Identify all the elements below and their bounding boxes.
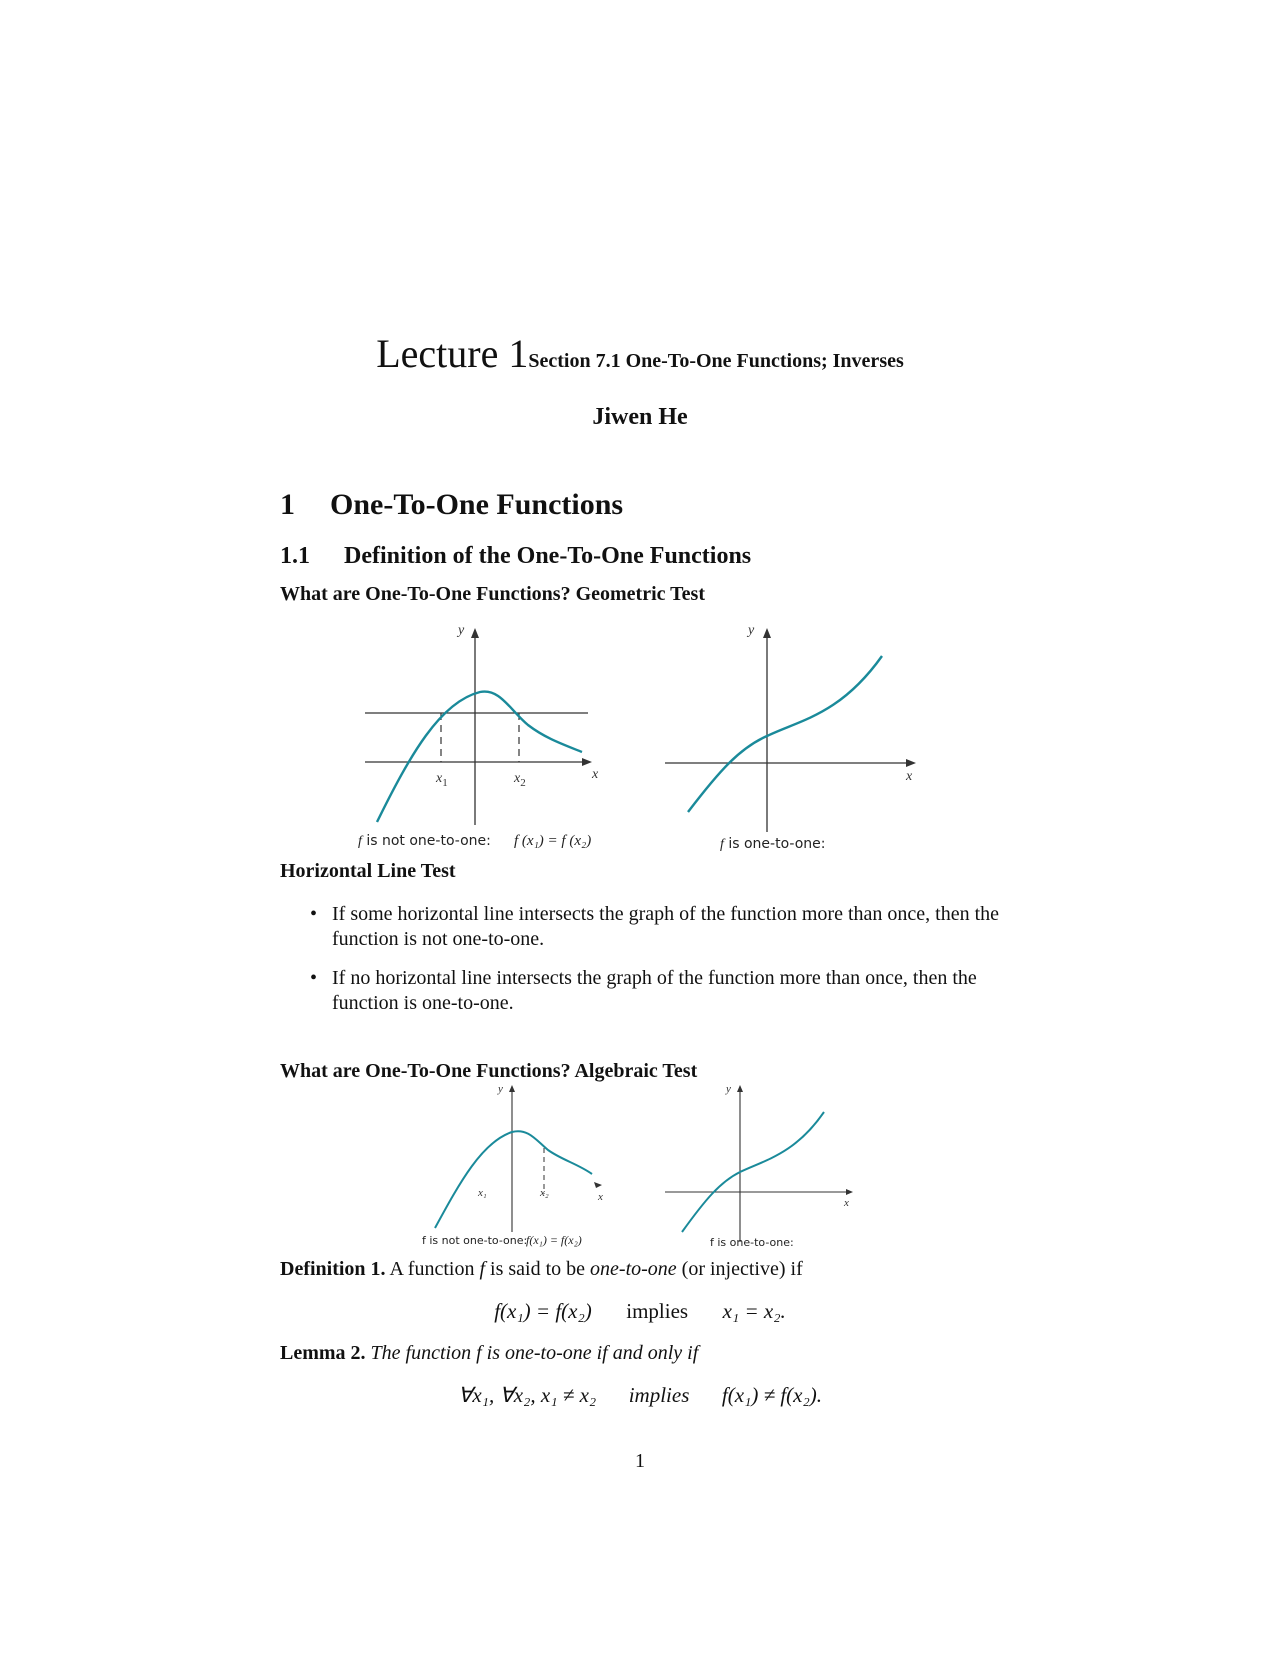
y-axis-label: y <box>498 1083 503 1095</box>
y-axis-label: y <box>748 623 755 638</box>
list-item: • If no horizontal line intersects the graph of the function more than once, then the function is one-to-one. <box>310 967 977 1014</box>
y-axis-label: y <box>458 623 465 638</box>
caption-not-one-to-one: f is not one-to-one: <box>358 833 491 849</box>
definition-label: Definition 1. <box>280 1258 386 1280</box>
title-sub: Section 7.1 One-To-One Functions; Inverses <box>528 350 904 372</box>
figure2-right-graph <box>665 1083 853 1242</box>
caption-one-to-one-small: f is one-to-one: <box>710 1236 794 1249</box>
curve-one-to-one <box>682 1112 824 1232</box>
curve-not-one-to-one <box>377 692 582 822</box>
x-axis-arrow <box>846 1189 853 1195</box>
figure1-right-graph <box>665 623 916 832</box>
caption-one-to-one: f is one-to-one: <box>720 836 826 852</box>
x-axis-label: x <box>844 1197 849 1209</box>
x-axis-arrow <box>582 758 592 766</box>
y-axis-label: y <box>726 1083 731 1095</box>
definition-1: Definition 1. A function f is said to be one-to-one (or injective) if <box>280 1258 803 1280</box>
tick-x2: x₂ <box>540 1187 549 1199</box>
tick-x2: $x_2$ <box>514 771 526 789</box>
heading-horizontal-line-test: Horizontal Line Test <box>280 860 456 882</box>
lemma-equation: ∀x₁, ∀x₂, x₁ ≠ x₂ implies f(x₁) ≠ f(x₂). <box>457 1383 823 1407</box>
y-axis-arrow <box>763 628 771 638</box>
title-main: Lecture 1 <box>376 331 529 376</box>
caption-not-one-to-one-small: f is not one-to-one: <box>422 1234 528 1247</box>
lemma-label: Lemma 2. <box>280 1342 366 1364</box>
subsection-number: 1.1 <box>280 543 310 569</box>
x-axis-arrow-stub <box>594 1182 602 1188</box>
caption-equation: f (x₁) = f (x₂) <box>514 833 592 849</box>
caption-equation-small: f(x₁) = f(x₂) <box>526 1233 582 1247</box>
curve-not-one-to-one <box>435 1131 592 1228</box>
definition-equation: f(x₁) = f(x₂) implies x₁ = x₂. <box>494 1299 786 1323</box>
figure1-left-graph <box>365 623 599 825</box>
figure2-left-graph <box>435 1083 603 1232</box>
tick-x1: $x_1$ <box>436 771 448 789</box>
heading-algebraic-test: What are One-To-One Functions? Algebraic Test <box>280 1060 698 1082</box>
subsection-title: Definition of the One-To-One Functions <box>344 543 752 569</box>
y-axis-arrow <box>737 1085 743 1092</box>
heading-geometric-test: What are One-To-One Functions? Geometric Test <box>280 583 705 605</box>
y-axis-arrow <box>509 1085 515 1092</box>
figure-geometric-test <box>340 620 960 860</box>
section-heading <box>280 488 623 522</box>
author: Jiwen He <box>592 404 688 430</box>
lecture-title <box>0 330 1280 377</box>
section-number: 1 <box>280 488 295 521</box>
tick-x1: x₁ <box>478 1187 487 1199</box>
x-axis-label: x <box>598 1191 603 1203</box>
y-axis-arrow <box>471 628 479 638</box>
x-axis-label: x <box>906 769 913 784</box>
page-number: 1 <box>635 1450 645 1472</box>
section-title: One-To-One Functions <box>330 488 624 521</box>
curve-one-to-one <box>688 656 882 812</box>
list-item: • If some horizontal line intersects the graph of the function more than once, then the function is not one-to-one. <box>310 903 1000 950</box>
bullet-list <box>310 902 1000 1030</box>
figure-algebraic-test <box>420 1082 870 1254</box>
subsection-heading <box>280 543 751 570</box>
x-axis-label: x <box>592 767 599 782</box>
x-axis-arrow <box>906 759 916 767</box>
lemma-2: Lemma 2. The function f is one-to-one if and only if <box>280 1342 699 1364</box>
